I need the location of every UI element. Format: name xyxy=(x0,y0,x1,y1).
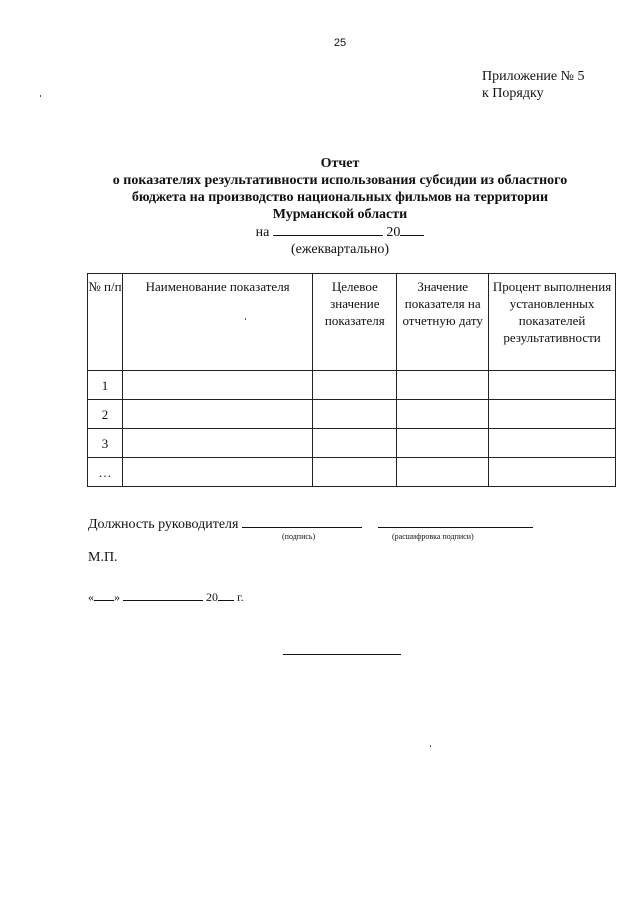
table-cell[interactable] xyxy=(489,458,616,487)
indicators-table xyxy=(87,273,616,487)
date-year-blank[interactable] xyxy=(218,590,234,601)
table-cell[interactable] xyxy=(397,400,489,429)
scan-speck xyxy=(245,318,246,320)
row-number: … xyxy=(88,458,123,487)
date-year: 20 xyxy=(206,590,218,604)
table-row xyxy=(88,429,616,458)
date-open-quote: « xyxy=(88,590,94,604)
row-number: 1 xyxy=(88,371,123,400)
header-number: № п/п xyxy=(88,274,123,371)
table-header-row xyxy=(88,274,616,371)
table-cell[interactable] xyxy=(313,371,397,400)
scan-speck xyxy=(430,745,431,747)
row-number: 2 xyxy=(88,400,123,429)
report-heading xyxy=(0,155,640,258)
report-subtitle-line-3: Мурманской области xyxy=(272,207,408,222)
table-cell[interactable] xyxy=(489,429,616,458)
date-line xyxy=(88,590,244,605)
table-cell[interactable] xyxy=(122,371,312,400)
report-as-of xyxy=(0,223,640,241)
as-of-year: 20 xyxy=(386,225,401,240)
as-of-prefix: на xyxy=(255,225,270,240)
report-frequency: (ежеквартально) xyxy=(291,242,389,257)
table-cell[interactable] xyxy=(489,371,616,400)
report-title: Отчет xyxy=(320,156,360,171)
table-cell[interactable] xyxy=(397,371,489,400)
table-cell[interactable] xyxy=(122,400,312,429)
header-completion-percent: Процент выполнения установленных показателей результативности xyxy=(489,274,616,371)
table-cell[interactable] xyxy=(397,429,489,458)
table-cell[interactable] xyxy=(313,458,397,487)
position-label: Должность руководителя xyxy=(88,517,239,532)
stamp-place: М.П. xyxy=(88,550,118,565)
signature-decoding-blank[interactable] xyxy=(378,515,533,528)
date-month-blank[interactable] xyxy=(123,590,203,601)
as-of-blank[interactable] xyxy=(273,223,383,236)
table-row xyxy=(88,371,616,400)
signature-blank[interactable] xyxy=(242,515,362,528)
appendix-line-2: к Порядку xyxy=(482,86,544,101)
table-row xyxy=(88,400,616,429)
date-suffix: г. xyxy=(237,590,244,604)
row-number: 3 xyxy=(88,429,123,458)
header-target-value: Целевое значение показателя xyxy=(313,274,397,371)
date-close-quote: » xyxy=(114,590,120,604)
report-subtitle-line-1: о показателях результативности использования субсидии из областного xyxy=(112,173,568,188)
table-cell[interactable] xyxy=(313,429,397,458)
date-day-blank[interactable] xyxy=(94,590,114,601)
appendix-block xyxy=(482,68,585,102)
table-cell[interactable] xyxy=(122,458,312,487)
table-cell[interactable] xyxy=(397,458,489,487)
table-row xyxy=(88,458,616,487)
signature-line xyxy=(88,515,533,533)
page-number: 25 xyxy=(333,37,347,49)
signature-caption: (подпись) xyxy=(282,532,316,541)
table-cell[interactable] xyxy=(313,400,397,429)
header-reported-value: Значение показателя на отчетную дату xyxy=(397,274,489,371)
table-cell[interactable] xyxy=(122,429,312,458)
header-indicator-name: Наименование показателя xyxy=(122,274,312,371)
table-cell[interactable] xyxy=(489,400,616,429)
report-subtitle-line-2: бюджета на производство национальных фильмов на территории xyxy=(131,190,549,205)
decoding-caption: (расшифровка подписи) xyxy=(392,532,474,541)
closing-rule xyxy=(283,654,401,655)
as-of-year-blank[interactable] xyxy=(400,223,424,236)
scan-speck xyxy=(40,95,41,97)
appendix-line-1: Приложение № 5 xyxy=(482,69,585,84)
